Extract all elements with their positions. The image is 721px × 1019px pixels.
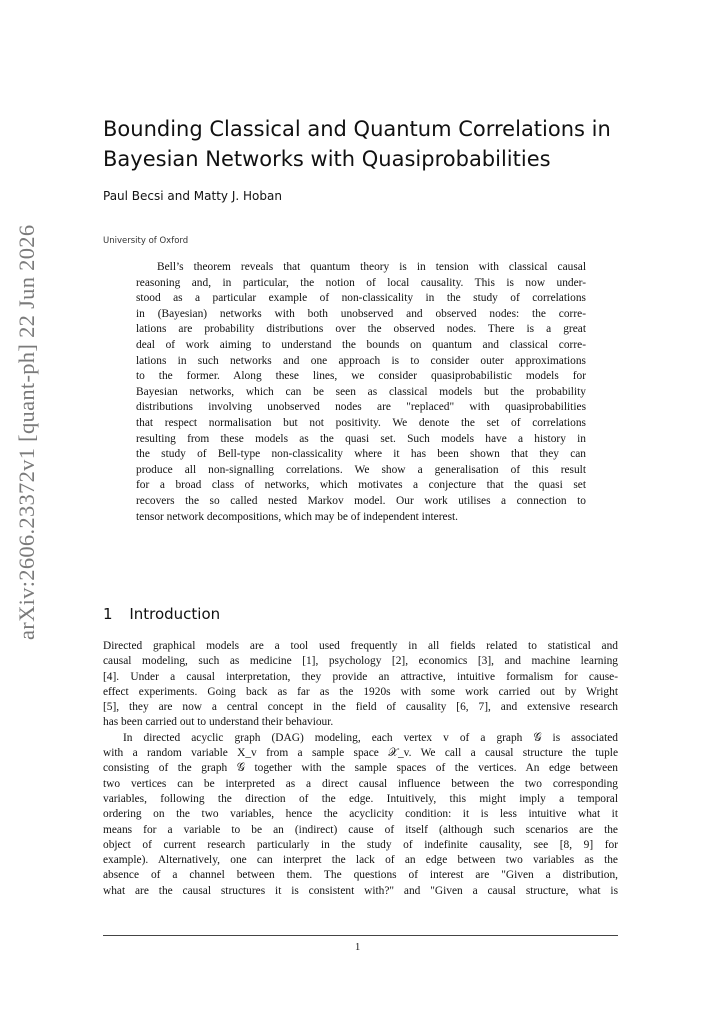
body-line: means for a variable to be an (indirect) cause of itself (although such scenarios are the xyxy=(103,823,618,836)
body-line: example). Alternatively, one can interpret the lack of an edge between two variables as the xyxy=(103,854,618,867)
section-heading xyxy=(103,605,220,623)
abstract-line: in (Bayesian) networks with both unobserved and observed nodes: the corre- xyxy=(136,307,586,320)
body-line: effect experiments. Going back as far as the 1920s with some work carried out by Wright xyxy=(103,685,618,698)
abstract-line: Bell’s theorem reveals that quantum theory is in tension with classical causal xyxy=(157,261,586,273)
abstract-line: stood as a particular example of non-classicality in the study of correlations xyxy=(136,292,586,305)
body-line: object of current research particularly in the study of indefinite causality, see [8, 9] for xyxy=(103,838,618,851)
paper-title xyxy=(103,114,623,174)
title-line-2: Bayesian Networks with Quasiprobabilities xyxy=(103,147,551,171)
body-line: two vertices can be interpreted as a direct causal influence between the two corresponding xyxy=(103,777,618,790)
body-line: variables, following the direction of the edge. Intuitively, this might imply a temporal xyxy=(103,792,618,805)
abstract-line: resulting from these models as the quasi set. Such models have a history in xyxy=(136,432,586,445)
body-line: [5], they are now a central concept in the field of causality [6, 7], and extensive research xyxy=(103,701,618,714)
arxiv-identifier-stamp: arXiv:2606.23372v1 [quant-ph] 22 Jun 2026 xyxy=(14,224,39,640)
body-line: absence of a channel between them. The questions of interest are "Given a distribution, xyxy=(103,869,618,882)
abstract-line: recovers the so called nested Markov model. Our work utilises a connection to xyxy=(136,494,586,507)
body-line: Directed graphical models are a tool used frequently in all fields related to statistical and xyxy=(103,640,618,652)
body-line: what are the causal structures it is consistent with?" and "Given a causal structure, what is xyxy=(103,884,618,897)
author-list: Paul Becsi and Matty J. Hoban xyxy=(103,189,282,203)
section-number: 1 xyxy=(103,605,113,623)
body-line: causal modeling, such as medicine [1], psychology [2], economics [3], and machine learning xyxy=(103,655,618,668)
body-line: with a random variable X_v from a sample space 𝒳_v. We call a causal structure the tuple xyxy=(103,747,618,760)
body-line: ordering on the two variables, hence the acyclicity condition: it is less intuitive what it xyxy=(103,808,618,821)
body-line: consisting of the graph 𝒢 together with the sample spaces of the vertices. An edge between xyxy=(103,762,618,775)
abstract-line: Bayesian networks, which can be seen as classical models but the probability xyxy=(136,385,586,398)
abstract-line: for a broad class of networks, which motivates a conjecture that the quasi set xyxy=(136,479,586,492)
abstract xyxy=(136,260,586,525)
footer-rule xyxy=(103,935,618,936)
abstract-line: produce all non-signalling correlations. We show a generalisation of this result xyxy=(136,463,586,476)
abstract-line: to the former. Along these lines, we consider quasiprobabilistic models for xyxy=(136,370,586,383)
abstract-line: reasoning and, in particular, the notion of local causality. This is now under- xyxy=(136,276,586,289)
body-line: has been carried out to understand their behaviour. xyxy=(103,716,334,729)
abstract-line: lations are probability distributions over the observed nodes. There is a great xyxy=(136,323,586,336)
abstract-line: tensor network decompositions, which may be of independent interest. xyxy=(136,510,459,523)
abstract-line: deal of work aiming to understand the bounds on quantum and classical corre- xyxy=(136,338,586,351)
affiliation: University of Oxford xyxy=(103,236,189,246)
abstract-line: that respect normalisation but not positivity. We denote the set of correlations xyxy=(136,416,586,429)
introduction-body xyxy=(103,639,618,899)
body-line: In directed acyclic graph (DAG) modeling, each vertex v of a graph 𝒢 is associated xyxy=(123,731,618,744)
abstract-line: distributions involving unobserved nodes are "replaced" with quasiprobabilities xyxy=(136,401,586,414)
abstract-line: the study of Bell-type non-classicality where it has been shown that they can xyxy=(136,448,586,461)
title-line-1: Bounding Classical and Quantum Correlations in xyxy=(103,117,611,141)
page-number: 1 xyxy=(355,942,361,953)
section-title: Introduction xyxy=(129,605,221,623)
abstract-line: lations in such networks and one approach is to consider outer approximations xyxy=(136,354,586,367)
body-line: [4]. Under a causal interpretation, they provide an attractive, intuitive formalism for cause- xyxy=(103,670,618,683)
